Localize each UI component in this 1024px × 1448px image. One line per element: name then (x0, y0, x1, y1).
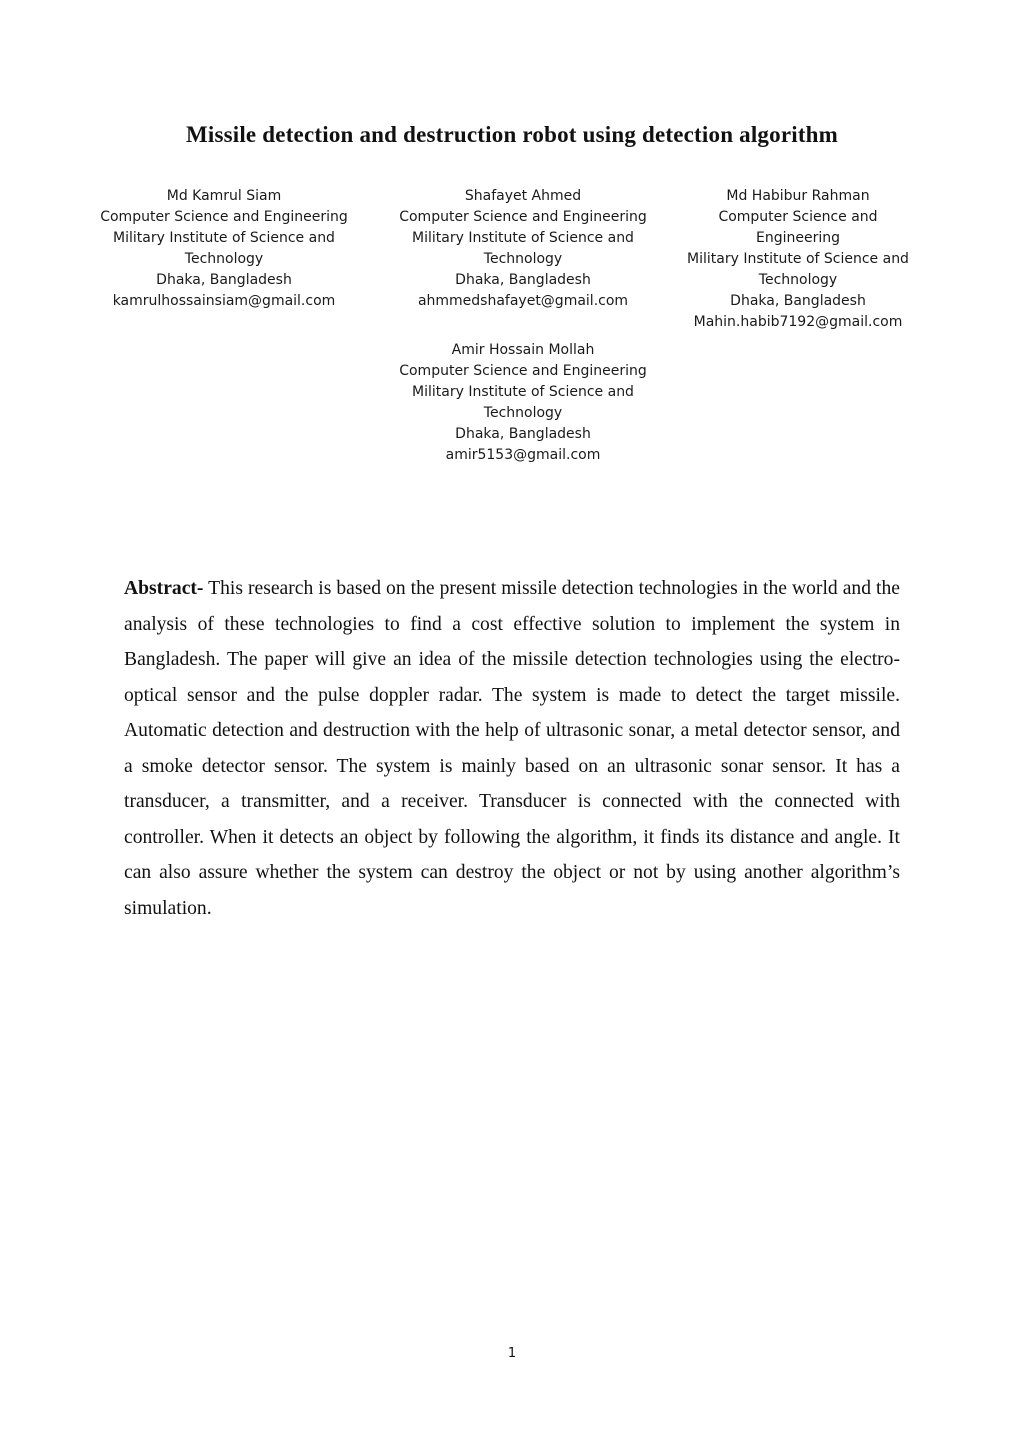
page-number: 1 (507, 1346, 517, 1361)
abstract-paragraph (124, 571, 900, 926)
author-institute-cont: Technology (184, 251, 264, 267)
author-name: Md Habibur Rahman (726, 188, 870, 204)
author-name: Md Kamrul Siam (166, 188, 282, 204)
author-department: Computer Science and Engineering (100, 209, 348, 225)
author-institute: Military Institute of Science and (412, 384, 634, 400)
author-email: ahmmedshafayet@gmail.com (417, 293, 629, 309)
author-email: Mahin.habib7192@gmail.com (693, 314, 903, 330)
author-institute: Military Institute of Science and (113, 230, 335, 246)
author-block-4 (393, 340, 653, 466)
abstract-label: Abstract- (124, 578, 204, 599)
author-email: kamrulhossainsiam@gmail.com (112, 293, 336, 309)
author-block-3 (668, 186, 928, 333)
author-location: Dhaka, Bangladesh (730, 293, 866, 309)
author-institute: Military Institute of Science and (412, 230, 634, 246)
author-block-2 (393, 186, 653, 312)
abstract-text: This research is based on the present missile detection technologies in the world and the analysis of these technologies to find a cost effective solution to implement the system in Bangladesh. The paper will give an idea of the missile detection technologies using the electro-optical sensor and the pulse doppler radar. The system is made to detect the target missile. Automatic detection and destruction with the help of ultrasonic sonar, a metal detector sensor, and a smoke detector sensor. The system is mainly based on an ultrasonic sonar sensor. It has a transducer, a transmitter, and a receiver. Transducer is connected with the connected with controller. When it detects an object by following the algorithm, it finds its distance and angle. It can also assure whether the system can destroy the object or not by using another algorithm’s simulation. (124, 578, 900, 919)
author-name: Amir Hossain Mollah (451, 342, 595, 358)
author-name: Shafayet Ahmed (464, 188, 582, 204)
author-department: Computer Science and Engineering (399, 363, 647, 379)
author-block-1 (94, 186, 354, 312)
author-department: Computer Science and (718, 209, 878, 225)
author-department: Computer Science and Engineering (399, 209, 647, 225)
author-institute: Military Institute of Science and (687, 251, 909, 267)
author-location: Dhaka, Bangladesh (455, 272, 591, 288)
author-location: Dhaka, Bangladesh (156, 272, 292, 288)
author-institute-cont: Technology (483, 405, 563, 421)
author-location: Dhaka, Bangladesh (455, 426, 591, 442)
author-institute-cont: Technology (483, 251, 563, 267)
author-email: amir5153@gmail.com (445, 447, 601, 463)
author-institute-cont: Technology (758, 272, 838, 288)
author-department-cont: Engineering (756, 230, 840, 246)
paper-title: Missile detection and destruction robot using detection algorithm (185, 122, 839, 147)
